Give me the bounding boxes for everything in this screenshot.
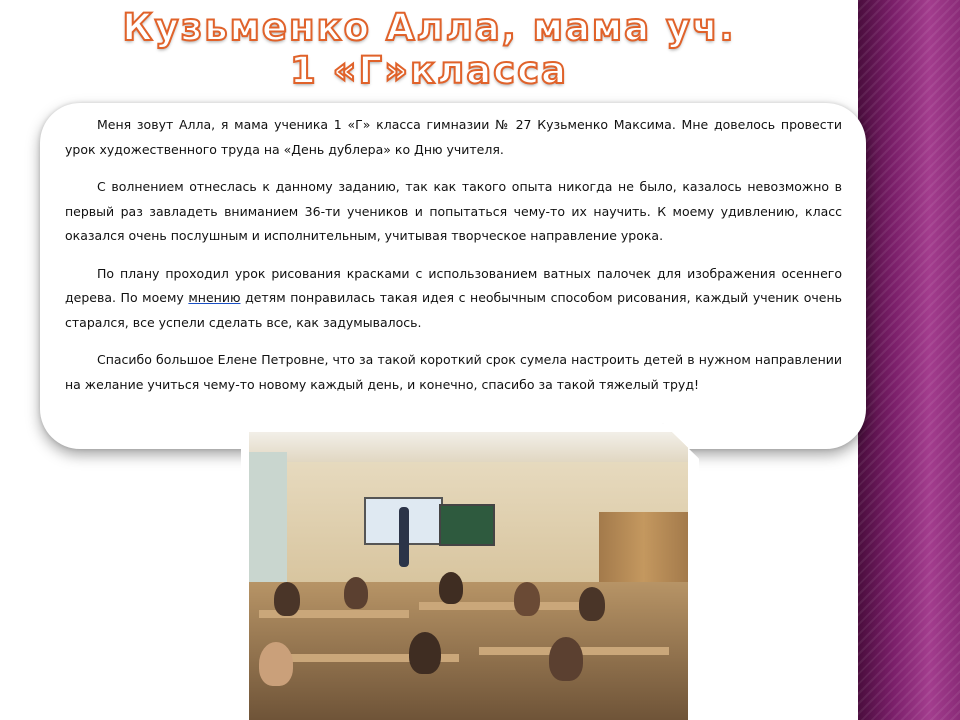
paragraph-4: Спасибо большое Елене Петровне, что за такой короткий срок сумела настроить детей в нужном направлении на желание учиться чему-то новому каждый день, и конечно, спасибо за такой тяжелый труд! xyxy=(65,352,842,392)
photo-frame xyxy=(241,423,699,720)
classroom-photo-icon xyxy=(249,432,688,720)
paragraph-2: С волнением отнеслась к данному заданию, так как такого опыта никогда не было, казалось невозможно в первый раз завладеть вниманием 36-ти учеников и попытаться чему-то их научить. К моему удивлению, класс оказался очень послушным и исполнительным, учитывая творческое направление урока. xyxy=(65,179,842,243)
paragraph-1: Меня зовут Алла, я мама ученика 1 «Г» класса гимназии № 27 Кузьменко Максима. Мне довелось провести урок художественного труда на «День дублера» ко Дню учителя. xyxy=(65,117,842,157)
paragraph-3 xyxy=(65,262,842,336)
text-card xyxy=(40,103,866,449)
title-line-2: 1 «Г»класса xyxy=(289,49,569,92)
slide-title xyxy=(0,6,858,92)
underlined-word: мнению xyxy=(188,290,241,305)
title-line-1: Кузьменко Алла, мама уч. xyxy=(122,6,736,49)
paragraph-3-end: детям понравилась такая идея с необычным способом рисования, каждый ученик очень старался, все успели сделать все, как задумывалось. xyxy=(65,290,842,330)
decorative-side-band xyxy=(858,0,960,720)
paragraph-3-start: По плану проходил урок рисования красками с использованием ватных палочек для изображения осеннего дерева. По моему xyxy=(65,265,842,305)
